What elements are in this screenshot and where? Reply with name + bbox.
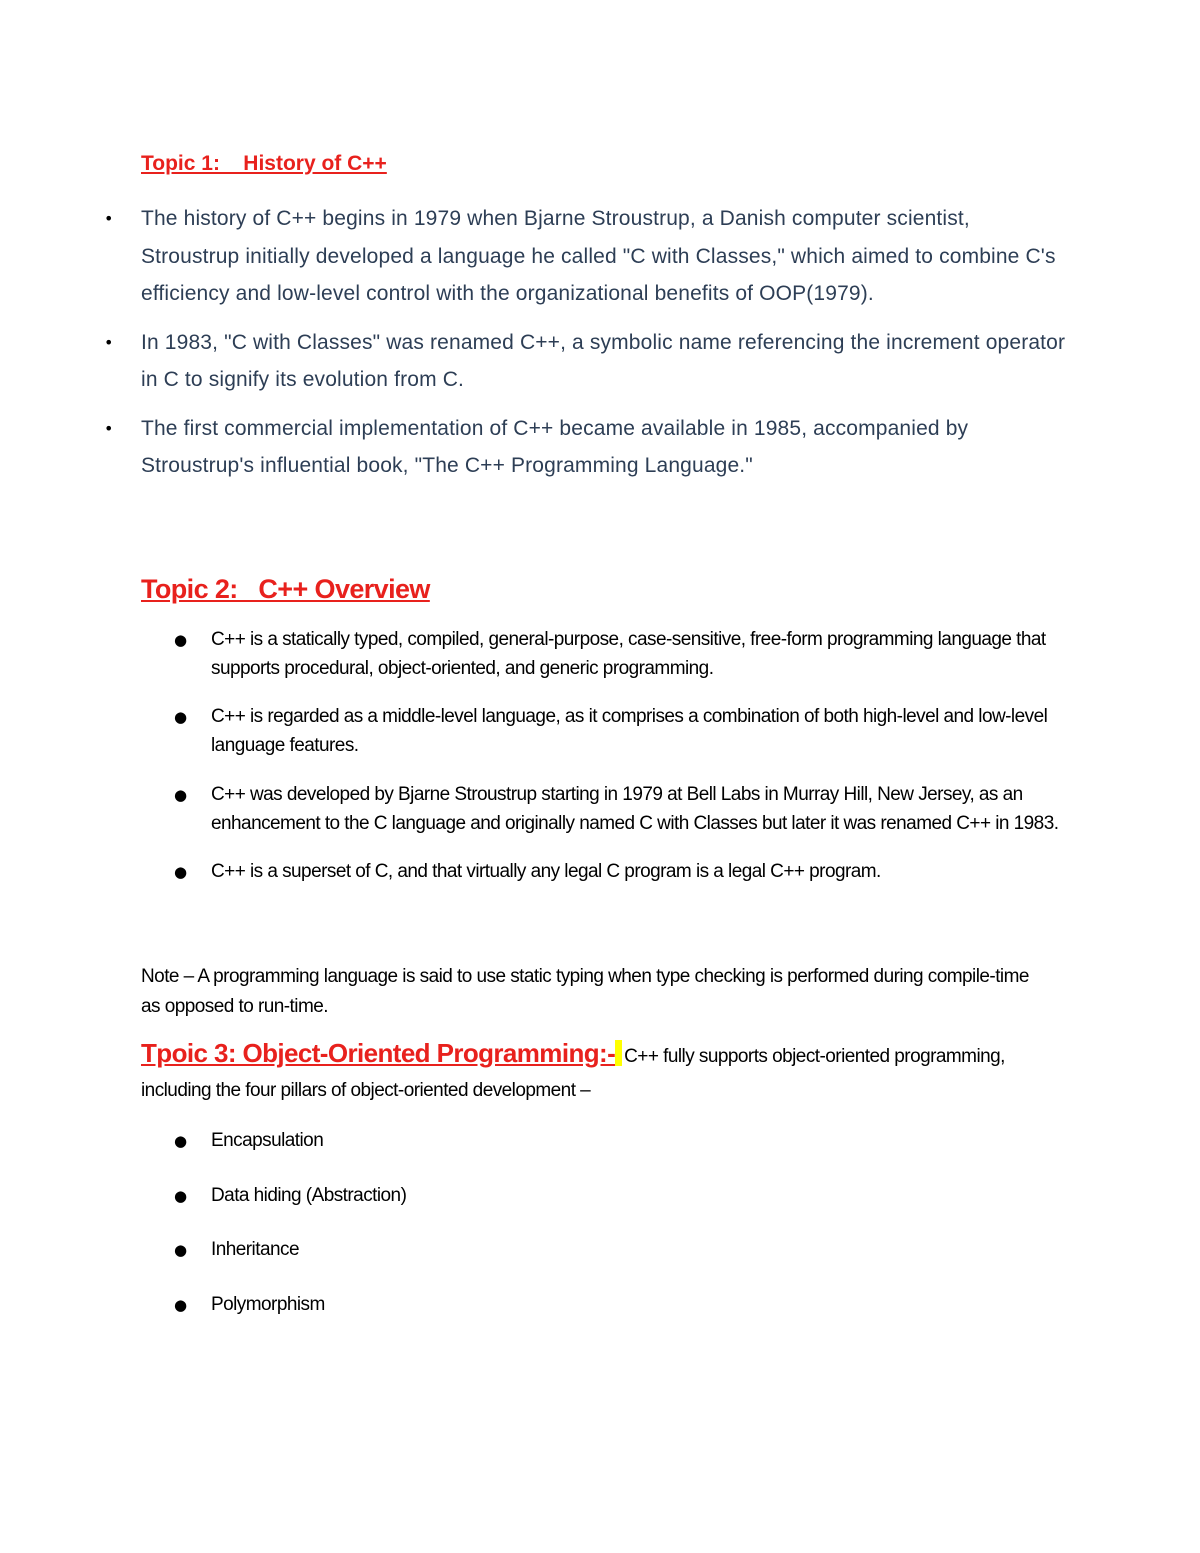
list-item-text: The first commercial implementation of C++ became available in 1985, accompanied by Stroustrup's influential book, "The C++ Programming Language." [141,416,969,477]
topic-1-list [0,200,1200,496]
bullet-icon: ● [174,1241,187,1259]
list-item [0,1180,1061,1212]
bullet-icon: ● [174,863,187,882]
bullet-icon: ● [174,708,187,727]
bullet-icon: • [104,418,114,438]
bullet-icon: ● [174,631,187,649]
list-item [0,1289,1061,1321]
list-item-text: C++ is a superset of C, and that virtually any legal C program is a legal C++ program. [211,861,881,883]
list-item-text: Encapsulation [211,1130,324,1151]
bullet-icon: ● [174,1186,187,1205]
list-item-text: C++ was developed by Bjarne Stroustrup starting in 1979 at Bell Labs in Murray Hill, New Jersey, as an enhancement to the C language and originally named C with Classes but later it was renamed C++ in 1983. [211,783,1059,834]
highlight-mark [615,1040,622,1066]
list-item [0,410,1071,485]
bullet-icon: • [104,209,114,228]
list-item-text: Polymorphism [211,1293,325,1315]
list-item [0,703,1061,760]
list-item [0,626,1061,683]
list-item [0,858,1061,887]
bullet-icon: ● [174,1132,187,1150]
topic-3-heading: Tpoic 3: Object-Oriented Programming:- [141,1038,616,1068]
topic-3-intro: C++ fully supports object-oriented programming, including the four pillars of object-oriented development – [141,1046,1005,1101]
topic-1-heading: Topic 1: History of C++ [141,152,387,175]
list-item [0,324,1071,399]
list-item-text: The history of C++ begins in 1979 when Bjarne Stroustrup, a Danish computer scientist, Stroustrup initially developed a language he called "C with Classes," which aimed to combine C's efficiency and low-level control with the organizational benefits of OOP(1979). [141,207,1056,305]
topic-2-heading: Topic 2: C++ Overview [141,574,430,604]
note-paragraph: Note – A programming language is said to use static typing when type checking is performed during compile-time as opposed to run-time. [141,966,1029,1017]
topic-3-list [0,1125,1200,1343]
list-item-text: Data hiding (Abstraction) [211,1184,407,1206]
list-item-text: C++ is a statically typed, compiled, general-purpose, case-sensitive, free-form programming language that supports procedural, object-oriented, and generic programming. [211,629,1046,679]
bullet-icon: ● [174,785,187,804]
list-item [0,1234,1061,1266]
list-item-text: Inheritance [211,1239,299,1260]
list-item-text: In 1983, "C with Classes" was renamed C++, a symbolic name referencing the increment operator in C to signify its evolution from C. [141,330,1066,391]
bullet-icon: • [104,332,114,352]
list-item [0,781,1061,838]
list-item [0,1125,1061,1157]
topic-2-list [0,626,1200,907]
list-item-text: C++ is regarded as a middle-level language, as it comprises a combination of both high-level and low-level language features. [211,706,1048,757]
topic-3-paragraph [141,1036,1041,1108]
list-item [0,200,1071,313]
bullet-icon: ● [174,1295,187,1314]
